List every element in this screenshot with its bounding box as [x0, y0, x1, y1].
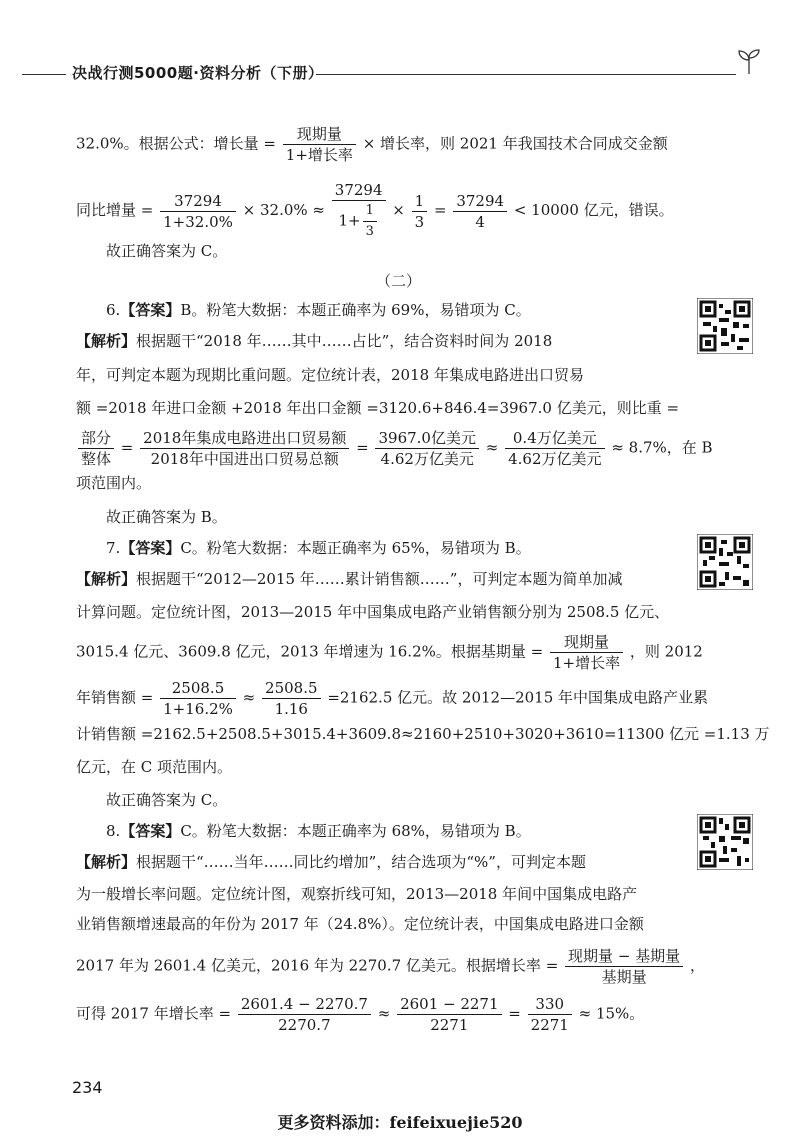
qr-code-icon[interactable] [697, 534, 753, 590]
fraction: $\frac{\text{现期量}}{\text{1+增长率}}$ [283, 124, 356, 165]
q7-conclusion: 故正确答案为 C。 [106, 791, 228, 809]
q6-analysis-line-1: 【解析】根据题干“2018 年……其中……占比”，结合资料时间为 2018 [76, 332, 553, 350]
q8-analysis-line-3: 业销售额增速最高的年份为 2017 年（24.8%）。定位统计表，中国集成电路进口金额 [76, 915, 644, 933]
q6-conclusion: 故正确答案为 B。 [106, 508, 227, 526]
formula-line-increment: 同比增量 = $\frac{37294}{1+32.0\%}$ × 32.0% ≈ 37294 1+ $\frac{1}{3}$ × $\frac{1}{3}$ = $\frac{37294}{4}$ < 10000 亿元，错误。 [76, 181, 674, 239]
q6-formula-line: $\frac{\text{部分}}{\text{整体}}$ = $\frac{\text{2018年集成电路进出口贸易额}}{\text{2018年中国进出口贸易总额}}$ = $\frac{\text{3967.0亿美元}}{\text{4.62万亿美元}}$ ≈ $\frac{\text{0.4万亿美元}}{\text{4.62万亿美元}}$ ≈ 8.7%，在 B [76, 428, 713, 469]
sprout-icon [734, 46, 764, 76]
q8-analysis-line-4: 2017 年为 2601.4 亿美元，2016 年为 2270.7 亿美元。根据增长率 = $\frac{\text{现期量 − 基期量}}{\text{基期量}}$ ， [76, 947, 705, 986]
q8-analysis-line-2: 为一般增长率问题。定位统计图，观察折线可知，2013—2018 年间中国集成电路产 [76, 885, 638, 903]
q7-analysis-line-6: 亿元，在 C 项范围内。 [76, 758, 233, 776]
q6-analysis-line-3: 额 =2018 年进口金额 +2018 年出口金额 =3120.6+846.4=3967.0 亿美元，则比重 = [76, 399, 680, 417]
q8-analysis-line-1: 【解析】根据题干“……当年……同比约增加”，结合选项为“%”，可判定本题 [76, 853, 586, 871]
running-header: 决战行测5000题·资料分析（下册） [72, 64, 324, 82]
page-number: 234 [72, 1078, 103, 1097]
header-rule-right [316, 74, 736, 75]
qr-code-icon[interactable] [697, 814, 753, 870]
footer-note: 更多资料添加：feifeixuejie520 [277, 1113, 523, 1132]
q7-analysis-line-3: 3015.4 亿元、3609.8 亿元，2013 年增速为 16.2%。根据基期量 = $\frac{\text{现期量}}{\text{1+增长率}}$ ，则 2012 [76, 633, 703, 672]
q7-analysis-line-5: 计销售额 =2162.5+2508.5+3015.4+3609.8≈2160+2510+3020+3610=11300 亿元 =1.13 万 [76, 725, 770, 743]
q6-answer-line: 6.【答案】B。粉笔大数据：本题正确率为 69%，易错项为 C。 [106, 301, 531, 319]
q8-analysis-line-5: 可得 2017 年增长率 = $\frac{2601.4 - 2270.7}{2270.7}$ ≈ $\frac{2601 - 2271}{2271}$ = $\frac{330}{2271}$ ≈ 15%。 [76, 995, 645, 1034]
qr-code-icon[interactable] [697, 298, 753, 354]
formula-line-growth: 32.0%。根据公式：增长量 = $\frac{\text{现期量}}{\text{1+增长率}}$ × 增长率，则 2021 年我国技术合同成交金额 [76, 125, 668, 164]
q7-analysis-line-2: 计算问题。定位统计图，2013—2015 年中国集成电路产业销售额分别为 2508.5 亿元、 [76, 603, 670, 621]
q6-analysis-line-2: 年，可判定本题为现期比重问题。定位统计表，2018 年集成电路进出口贸易 [76, 366, 584, 384]
q6-analysis-line-5: 项范围内。 [76, 474, 152, 492]
header-rule-left [22, 74, 66, 75]
q7-analysis-line-4: 年销售额 = $\frac{2508.5}{1+16.2\%}$ ≈ $\frac{2508.5}{1.16}$ =2162.5 亿元。故 2012—2015 年中国集成电路产业累 [76, 679, 709, 718]
q7-answer-line: 7.【答案】C。粉笔大数据：本题正确率为 65%，易错项为 B。 [106, 539, 531, 557]
q8-answer-line: 8.【答案】C。粉笔大数据：本题正确率为 68%，易错项为 B。 [106, 822, 531, 840]
conclusion-text: 故正确答案为 C。 [106, 242, 228, 260]
q7-analysis-line-1: 【解析】根据题干“2012—2015 年……累计销售额……”，可判定本题为简单加减 [76, 570, 623, 588]
section-heading: （二） [376, 272, 422, 290]
